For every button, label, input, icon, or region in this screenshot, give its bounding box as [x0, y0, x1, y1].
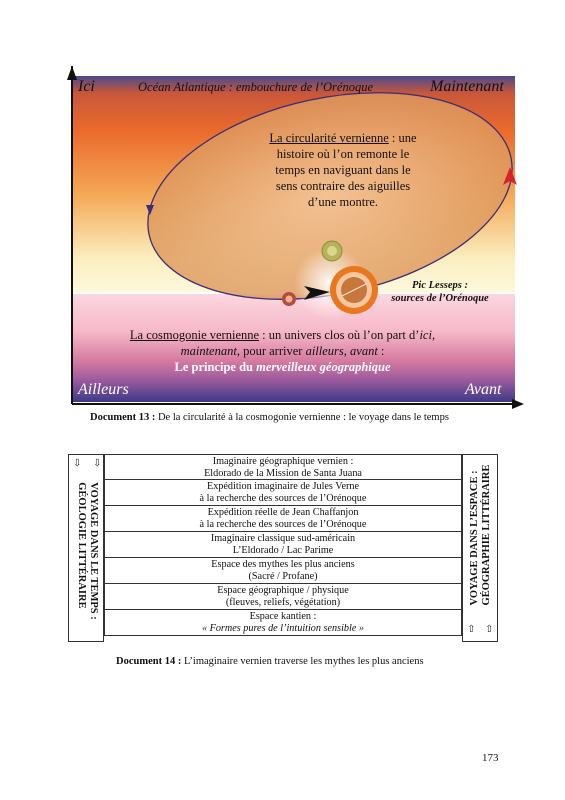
green-sphere-core: [327, 246, 337, 256]
table-row: [104, 454, 462, 480]
axis-right-arrow-icon: [512, 399, 524, 409]
page-number: 173: [482, 752, 499, 764]
cosmogony-comma2: ,: [343, 344, 351, 358]
cosmogony-text1: : un univers clos où l’on part d’: [259, 328, 420, 342]
cosmogony-ici: ici: [419, 328, 432, 342]
pic-lesseps-label: [380, 279, 500, 305]
row-line1: Espace des mythes les plus anciens: [211, 559, 355, 570]
time-voyage-line1: VOYAGE DANS LE TEMPS :: [88, 482, 99, 620]
space-voyage-label: [469, 465, 493, 606]
circularity-heading: La circularité vernienne: [269, 131, 389, 145]
figure-14-table: [68, 454, 498, 642]
cosmogony-avant: avant: [350, 344, 378, 358]
cosmogony-text: [120, 327, 445, 375]
space-voyage-line1: VOYAGE DANS L’ESPACE :: [469, 470, 480, 606]
cosmogony-maintenant: maintenant: [180, 344, 237, 358]
circularity-text: [268, 130, 418, 210]
circularity-body: : une histoire où l’on remonte le temps en naviguant dans le sens contraire des aiguilles d’une montre.: [275, 131, 417, 209]
row-line1: Expédition imaginaire de Jules Verne: [206, 481, 359, 492]
principle-line: [120, 359, 445, 375]
caption-document-13: [90, 412, 449, 423]
axis-up-arrow-icon: [67, 66, 77, 80]
row-line1: Espace kantien :: [249, 611, 317, 622]
cosmogony-ailleurs: ailleurs: [305, 344, 344, 358]
caption-document-14: [116, 656, 424, 667]
pic-lesseps-line1: Pic Lesseps :: [412, 280, 468, 291]
row-line1: Imaginaire géographique vernien :: [212, 456, 354, 467]
row-line1: Expédition réelle de Jean Chaffanjon: [207, 507, 359, 518]
table-row: [104, 506, 462, 532]
row-line2: à la recherche des sources de l’Orénoque: [199, 519, 367, 530]
row-line1: Espace géographique / physique: [217, 585, 349, 596]
row-line2: (fleuves, reliefs, végétation): [225, 597, 341, 608]
caption-13-label: Document 13 :: [90, 412, 156, 423]
table-row: [104, 532, 462, 558]
caption-14-text: L’imaginaire vernien traverse les mythes les plus anciens: [181, 656, 424, 667]
time-voyage-line2: GÉOLOGIE LITTÉRAIRE: [76, 482, 87, 609]
corner-avant: Avant: [465, 381, 502, 398]
arrow-up-icon: ⇧: [467, 624, 476, 635]
caption-13-text: De la circularité à la cosmogonie vernienne : le voyage dans le temps: [155, 412, 449, 423]
table-row: [104, 480, 462, 506]
cosmogony-comma1: ,: [431, 328, 436, 342]
red-sphere-core: [286, 296, 293, 303]
table-row: [104, 584, 462, 610]
principle-em: merveilleux géographique: [256, 360, 391, 374]
table-row: [104, 558, 462, 584]
row-line2: (Sacré / Profane): [248, 571, 318, 582]
time-voyage-label: [75, 482, 99, 619]
table-rows: [104, 454, 462, 642]
cosmogony-text2: , pour arriver: [236, 344, 306, 358]
left-column: [68, 454, 104, 642]
arrow-up-icon: ⇧: [485, 624, 494, 635]
table-row: [104, 610, 462, 636]
arrow-down-icon: ⇩: [93, 458, 102, 469]
cosmogony-text3: :: [377, 344, 385, 358]
row-line2: « Formes pures de l’intuition sensible »: [201, 623, 365, 634]
row-line2: Eldorado de la Mission de Santa Juana: [204, 468, 362, 479]
arrow-down-icon: ⇩: [73, 458, 82, 469]
corner-ici: Ici: [78, 78, 95, 95]
principle-prefix: Le principe du: [174, 360, 257, 374]
row-line2: à la recherche des sources de l’Orénoque: [199, 493, 367, 504]
corner-ailleurs: Ailleurs: [78, 381, 129, 398]
row-line1: Imaginaire classique sud-américain: [210, 533, 356, 544]
caption-14-label: Document 14 :: [116, 656, 182, 667]
cosmogony-heading: La cosmogonie vernienne: [129, 328, 260, 342]
pic-lesseps-line2: sources de l’Orénoque: [391, 293, 489, 304]
space-voyage-line2: GÉOGRAPHIE LITTÉRAIRE: [481, 464, 492, 606]
corner-maintenant: Maintenant: [430, 78, 504, 95]
row-line2: L’Eldorado / Lac Parime: [232, 545, 334, 556]
ocean-title: Océan Atlantique : embouchure de l’Orénoque: [138, 80, 374, 94]
right-column: [462, 454, 498, 642]
